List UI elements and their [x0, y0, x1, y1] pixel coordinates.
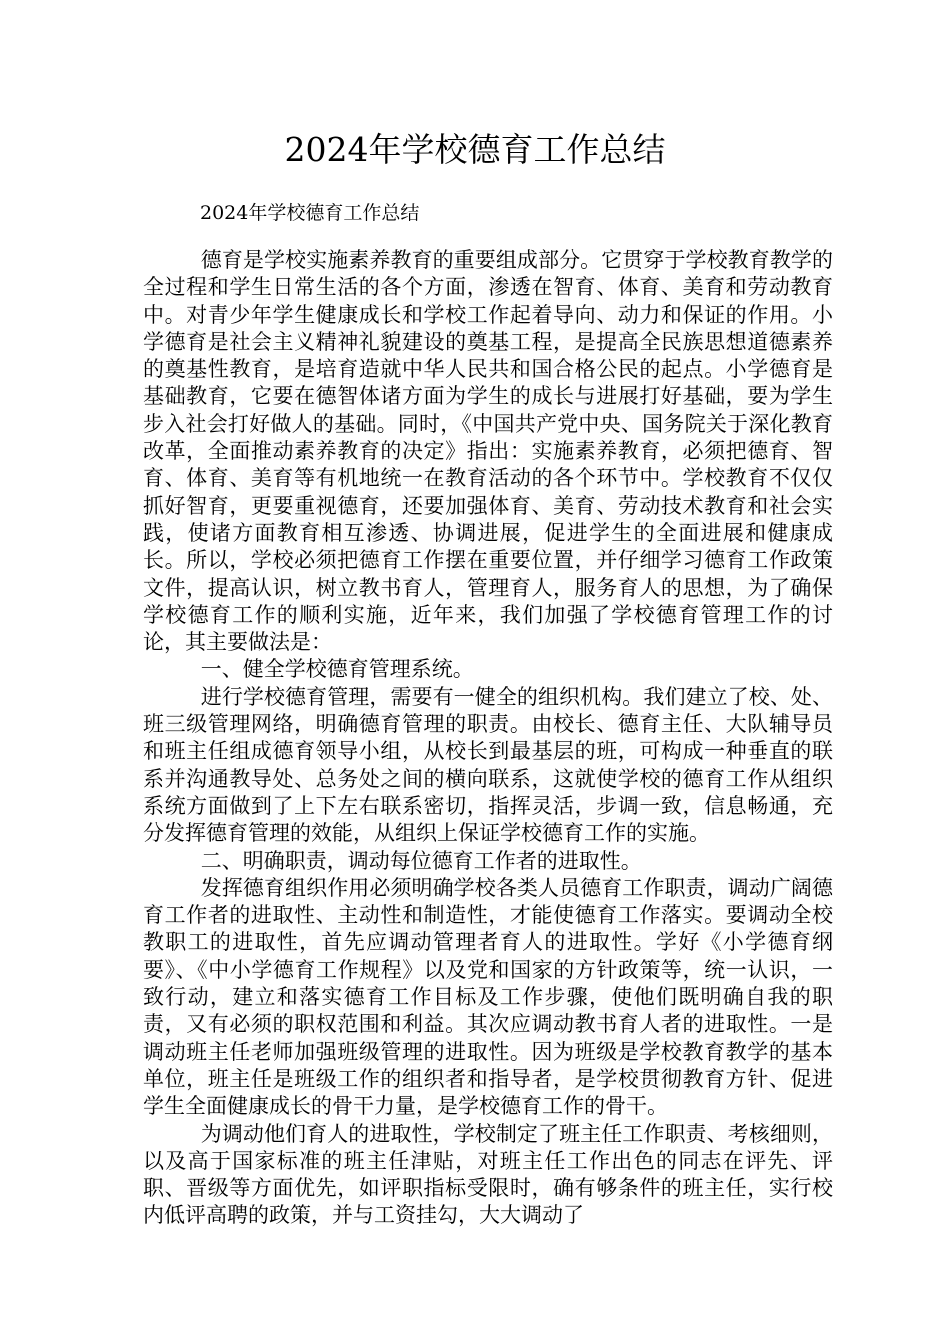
paragraph-intro: 德育是学校实施素养教育的重要组成部分。它贯穿于学校教育教学的全过程和学生日常生活的各个方面，渗透在智育、体育、美育和劳动教育中。对青少年学生健康成长和学校工作起着导向、动力和保证的作用。小学德育是社会主义精神礼貌建设的奠基工程，是提高全民族思想道德素养的奠基性教育，是培育造就中华人民共和国合格公民的起点。小学德育是基础教育，它要在德智体诸方面为学生的成长与进展打好基础，要为学生步入社会打好做人的基础。同时，《中国共产党中央、国务院关于深化教育改革，全面推动素养教育的决定》指出：实施素养教育，必须把德育、智育、体育、美育等有机地统一在教育活动的各个环节中。学校教育不仅仅抓好智育，更要重视德育，还要加强体育、美育、劳动技术教育和社会实践，使诸方面教育相互渗透、协调进展，促进学生的全面进展和健康成长。所以，学校必须把德育工作摆在重要位置，并仔细学习德育工作政策文件，提高认识，树立教书育人，管理育人，服务育人的思想，为了确保学校德育工作的顺利实施，近年来，我们加强了学校德育管理工作的讨论，其主要做法是： [143, 248, 833, 655]
paragraph-section-2-cont: 为调动他们育人的进取性，学校制定了班主任工作职责、考核细则，以及高于国家标准的班主任津贴，对班主任工作出色的同志在评先、评职、晋级等方面优先，如评职指标受限时，确有够条件的班主任，实行校内低评高聘的政策，并与工资挂勾，大大调动了 [143, 1121, 833, 1228]
document-body [143, 247, 833, 1230]
section-heading-2: 二、明确职责，调动每位德育工作者的进取性。 [200, 848, 642, 873]
section-heading-1: 一、健全学校德育管理系统。 [200, 657, 474, 682]
document-subtitle: 2024年学校德育工作总结 [200, 202, 420, 224]
paragraph-section-1: 进行学校德育管理，需要有一健全的组织机构。我们建立了校、处、班三级管理网络，明确德育管理的职责。由校长、德育主任、大队辅导员和班主任组成德育领导小组，从校长到最基层的班，可构成一种垂直的联系并沟通教导处、总务处之间的横向联系，这就使学校的德育工作从组织系统方面做到了上下左右联系密切，指挥灵活，步调一致，信息畅通，充分发挥德育管理的效能，从组织上保证学校德育工作的实施。 [143, 684, 833, 846]
paragraph-section-2: 发挥德育组织作用必须明确学校各类人员德育工作职责，调动广阔德育工作者的进取性、主动性和制造性，才能使德育工作落实。要调动全校教职工的进取性，首先应调动管理者育人的进取性。学好《小学德育纲要》、《中小学德育工作规程》以及党和国家的方针政策等，统一认识，一致行动，建立和落实德育工作目标及工作步骤，使他们既明确自我的职责，又有必须的职权范围和利益。其次应调动教书育人者的进取性。一是调动班主任老师加强班级管理的进取性。因为班级是学校教育教学的基本单位，班主任是班级工作的组织者和指导者，是学校贯彻教育方针、促进学生全面健康成长的骨干力量，是学校德育工作的骨干。 [143, 875, 833, 1119]
document-title: 2024年学校德育工作总结 [284, 130, 666, 169]
